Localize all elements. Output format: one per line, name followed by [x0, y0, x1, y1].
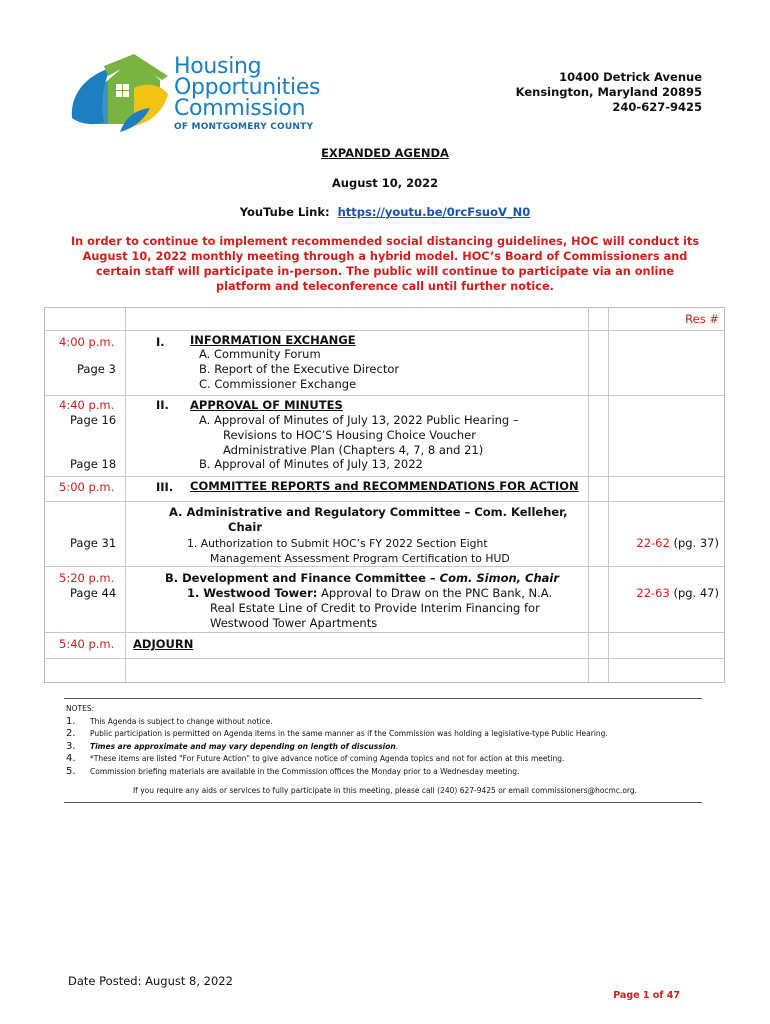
section-1-item-b: B. Report of the Executive Director [199, 362, 400, 376]
logo-line-2: Opportunities [174, 75, 321, 100]
note-text: *These items are listed "For Future Action" to give advance notice of coming Agenda topics and not for action at this meeting. [90, 754, 565, 763]
adjourn-title: ADJOURN [133, 637, 194, 651]
date-posted: Date Posted: August 8, 2022 [68, 974, 233, 988]
committee-b-chair: Com. Simon, Chair [439, 571, 560, 585]
address-block [516, 70, 702, 115]
house-leaf-icon [64, 54, 176, 134]
logo-line-3: Commission [174, 96, 306, 121]
note-text-tail: . [395, 741, 399, 751]
committee-a-item-cont: Management Assessment Program Certification to HUD [210, 552, 510, 565]
committee-b-item-cont: Westwood Tower Apartments [210, 616, 378, 630]
note-item [66, 753, 706, 766]
row-divider [45, 395, 724, 396]
row-divider [45, 476, 724, 477]
committee-b-item [187, 586, 552, 601]
distancing-notice: In order to continue to implement recommended social distancing guidelines, HOC will conduct its August 10, 2022 monthly meeting through a hybrid model. HOC’s Board of Commissioners and certain staff will participate in-person. The public will continue to participate via an online platform and teleconference call until further notice. [70, 235, 700, 293]
section-3-time: 5:00 p.m. [59, 480, 115, 494]
section-3-title: COMMITTEE REPORTS and RECOMMENDATIONS FOR ACTION [190, 479, 579, 493]
youtube-line [0, 205, 770, 219]
committee-b-time: 5:20 p.m. [59, 571, 115, 585]
res-22-62 [613, 536, 719, 551]
page-title: EXPANDED AGENDA [321, 146, 449, 160]
committee-a-heading-cont: Chair [228, 520, 263, 534]
row-divider [45, 330, 724, 331]
res-number: 22-63 [636, 586, 670, 600]
section-1-title: INFORMATION EXCHANGE [190, 333, 356, 347]
row-divider [45, 501, 724, 502]
section-3-number: III. [156, 480, 174, 494]
logo-line-1: Housing [174, 54, 262, 79]
committee-b-item-text: Approval to Draw on the PNC Bank, N.A. [317, 586, 553, 600]
address-street: 10400 Detrick Avenue [559, 70, 702, 84]
col-divider [588, 308, 589, 682]
address-city: Kensington, Maryland 20895 [515, 85, 702, 99]
youtube-label: YouTube Link: [239, 205, 330, 219]
accessibility-help: If you require any aids or services to fully participate in this meeting, please call (240) 627-9425 or email commissioners@hocmc.org. [132, 786, 638, 795]
committee-b-page: Page 44 [70, 586, 117, 600]
res-page-ref: (pg. 47) [669, 586, 719, 600]
section-2-number: II. [156, 398, 169, 412]
section-2-page-18: Page 18 [70, 457, 117, 471]
res-page-ref: (pg. 37) [669, 536, 719, 550]
col-divider [608, 308, 609, 682]
committee-a-heading: A. Administrative and Regulatory Committee – Com. Kelleher, [169, 505, 568, 519]
note-number: 3. [66, 740, 76, 752]
logo-wordmark [174, 56, 320, 132]
note-item [66, 716, 706, 729]
section-2-page-16: Page 16 [70, 413, 117, 427]
note-text: Public participation is permitted on Agenda items in the same manner as if the Commission was holding a legislative-type Public Hearing. [90, 729, 608, 738]
committee-b-heading-text: B. Development and Finance Committee – [165, 571, 440, 585]
section-1-time: 4:00 p.m. [59, 335, 115, 349]
page-number: Page 1 of 47 [613, 990, 680, 1001]
committee-b-item-cont: Real Estate Line of Credit to Provide Interim Financing for [210, 601, 540, 615]
agenda-table [44, 307, 725, 683]
notes-top-rule [64, 698, 702, 699]
row-divider [45, 658, 724, 659]
note-number: 5. [66, 765, 76, 777]
res-number: 22-62 [636, 536, 670, 550]
section-1-page: Page 3 [77, 362, 116, 376]
section-1-item-c: C. Commissioner Exchange [199, 377, 357, 391]
youtube-link[interactable]: https://youtu.be/0rcFsuoV_N0 [337, 205, 531, 219]
committee-a-item: 1. Authorization to Submit HOC’s FY 2022 Section Eight [187, 537, 488, 550]
res-22-63 [613, 586, 719, 601]
notes-bottom-rule [64, 802, 702, 803]
note-text: This Agenda is subject to change without notice. [90, 716, 273, 726]
section-2-time: 4:40 p.m. [59, 398, 115, 412]
notes-label: NOTES: [66, 704, 95, 713]
committee-b-heading [165, 571, 559, 586]
note-item [66, 728, 706, 741]
note-text: Commission briefing materials are available in the Commission offices the Monday prior to a Wednesday meeting. [90, 766, 520, 776]
section-2-item-a: A. Approval of Minutes of July 13, 2022 Public Hearing – [199, 413, 519, 427]
note-number: 4. [66, 753, 76, 764]
note-item [66, 741, 706, 754]
address-phone: 240-627-9425 [612, 100, 702, 114]
col-divider [125, 308, 126, 682]
committee-a-page: Page 31 [70, 536, 117, 550]
row-divider [45, 632, 724, 633]
logo-line-4: OF MONTGOMERY COUNTY [174, 122, 314, 132]
note-number: 2. [66, 728, 76, 739]
note-item [66, 766, 706, 779]
section-2-title: APPROVAL OF MINUTES [190, 398, 343, 412]
committee-b-item-label: 1. Westwood Tower: [187, 586, 318, 600]
note-number: 1. [66, 715, 76, 727]
res-header: Res # [685, 312, 719, 326]
adjourn-time: 5:40 p.m. [59, 637, 115, 651]
section-1-number: I. [156, 335, 165, 349]
row-divider [45, 566, 724, 567]
section-2-item-a-cont: Administrative Plan (Chapters 4, 7, 8 and 21) [223, 443, 484, 457]
section-2-item-b: B. Approval of Minutes of July 13, 2022 [199, 457, 423, 471]
meeting-date: August 10, 2022 [331, 176, 439, 190]
section-2-item-a-cont: Revisions to HOC’S Housing Choice Voucher [223, 428, 476, 442]
notes-block [66, 703, 706, 778]
section-1-item-a: A. Community Forum [199, 347, 321, 361]
note-text: Times are approximate and may vary depending on length of discussion [90, 741, 396, 751]
hoc-logo [64, 54, 364, 134]
